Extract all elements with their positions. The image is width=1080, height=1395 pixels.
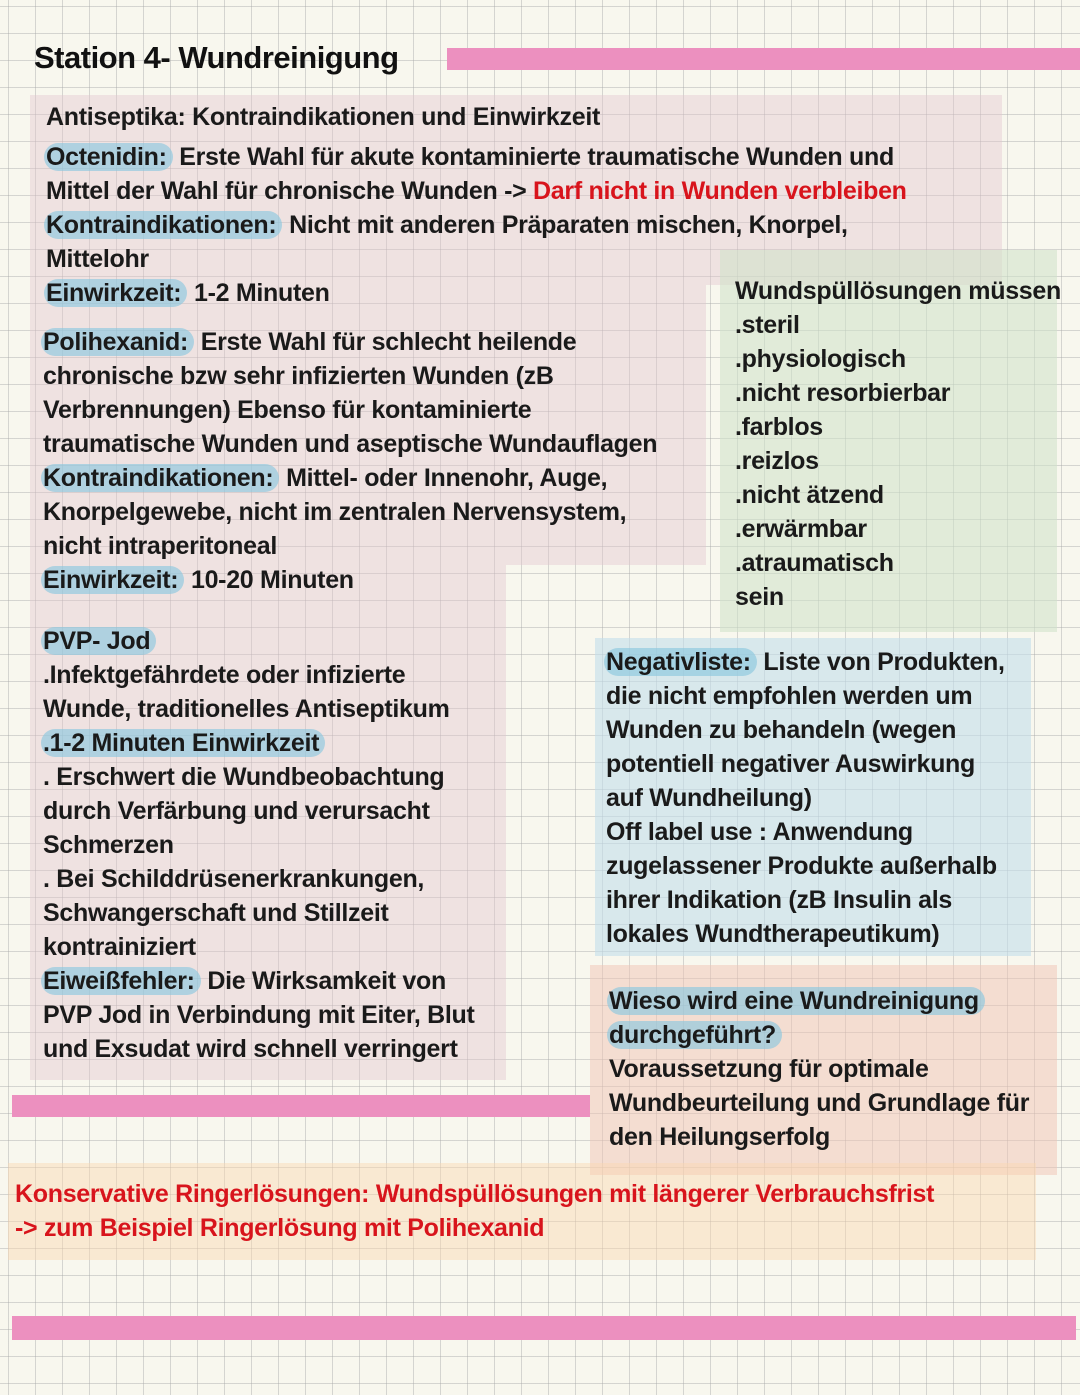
text-line (735, 410, 1061, 444)
text-line (735, 546, 1061, 580)
highlighted-label: durchgeführt? (607, 1021, 782, 1049)
text-segment: Knorpelgewebe, nicht im zentralen Nervensystem, (43, 498, 627, 526)
text-segment: .erwärmbar (735, 515, 867, 543)
text-line (735, 308, 1061, 342)
text-line (15, 1177, 934, 1211)
polihexanid-section (43, 325, 657, 597)
text-segment: traumatische Wunden und aseptische Wundauflagen (43, 430, 658, 458)
text-line (43, 998, 475, 1032)
text-line (735, 580, 1061, 614)
highlighted-label: Wieso wird eine Wundreinigung (607, 987, 985, 1015)
text-line (609, 1052, 1029, 1086)
text-segment: .steril (735, 311, 800, 339)
text-segment: Voraussetzung für optimale (609, 1055, 929, 1083)
konservative-ringerloesungen-section (15, 1177, 934, 1245)
wieso-section (609, 984, 1029, 1154)
text-line (609, 1120, 1029, 1154)
text-line (606, 645, 1005, 679)
highlighted-label: Einwirkzeit: (44, 279, 187, 307)
negativliste-section (606, 645, 1005, 951)
text-line (606, 849, 1005, 883)
text-segment: ihrer Indikation (zB Insulin als (606, 886, 953, 914)
text-line (609, 1086, 1029, 1120)
text-segment: durch Verfärbung und verursacht (43, 797, 430, 825)
text-segment: Mittel der Wahl für chronische Wunden -> (46, 177, 534, 205)
text-segment: sein (735, 583, 784, 611)
text-segment: die nicht empfohlen werden um (606, 682, 973, 710)
title-underline-bar (447, 48, 1080, 70)
text-segment: Off label use : Anwendung (606, 818, 913, 846)
highlighted-label: Octenidin: (44, 143, 173, 171)
text-line (606, 679, 1005, 713)
text-segment: Schwangerschaft und Stillzeit (43, 899, 389, 927)
text-segment: Wunden zu behandeln (wegen (606, 716, 957, 744)
text-segment: chronische bzw sehr infizierten Wunden (zB (43, 362, 554, 390)
text-line (606, 781, 1005, 815)
highlighted-label: .1-2 Minuten Einwirkzeit (41, 729, 325, 757)
text-segment: und Exsudat wird schnell verringert (43, 1035, 458, 1063)
highlighted-label: Kontraindikationen: (41, 464, 279, 492)
text-line (43, 930, 475, 964)
text-line (735, 342, 1061, 376)
text-segment: .nicht ätzend (735, 481, 884, 509)
text-line (43, 529, 657, 563)
page-title: Station 4- Wundreinigung (34, 40, 399, 75)
text-segment: Wunde, traditionelles Antiseptikum (43, 695, 450, 723)
text-segment: kontrainiziert (43, 933, 196, 961)
text-line (606, 917, 1005, 951)
text-line (46, 140, 907, 174)
text-line (46, 242, 907, 276)
text-segment: .atraumatisch (735, 549, 894, 577)
text-segment: 10-20 Minuten (184, 566, 354, 594)
text-line (606, 747, 1005, 781)
text-line (43, 624, 475, 658)
text-line (43, 495, 657, 529)
text-line (735, 274, 1061, 308)
text-segment: Wundspüllösungen müssen (735, 277, 1061, 305)
text-line (46, 174, 907, 208)
text-segment: Nicht mit anderen Präparaten mischen, Knorpel, (282, 211, 848, 239)
text-segment: .reizlos (735, 447, 819, 475)
highlighted-label: Polihexanid: (41, 328, 194, 356)
text-segment: nicht intraperitoneal (43, 532, 278, 560)
text-segment: . Bei Schilddrüsenerkrankungen, (43, 865, 425, 893)
red-note: -> zum Beispiel Ringerlösung mit Polihexanid (15, 1214, 545, 1242)
text-segment: auf Wundheilung) (606, 784, 812, 812)
text-line (43, 393, 657, 427)
text-line (606, 883, 1005, 917)
divider-bar-left (12, 1095, 590, 1117)
text-line (43, 692, 475, 726)
text-line (43, 828, 475, 862)
text-segment: Antiseptika: Kontraindikationen und Einwirkzeit (46, 103, 601, 131)
text-segment: .farblos (735, 413, 823, 441)
text-segment: lokales Wundtherapeutikum) (606, 920, 940, 948)
text-segment: Erste Wahl für akute kontaminierte traumatische Wunden und (172, 143, 894, 171)
text-segment: Die Wirksamkeit von (200, 967, 446, 995)
text-segment: Mittelohr (46, 245, 149, 273)
text-segment: .nicht resorbierbar (735, 379, 951, 407)
text-line (43, 862, 475, 896)
red-note: Konservative Ringerlösungen: Wundspüllösungen mit längerer Verbrauchsfrist (15, 1180, 935, 1208)
text-segment: Liste von Produkten, (756, 648, 1005, 676)
text-line (609, 984, 1029, 1018)
text-segment: PVP Jod in Verbindung mit Eiter, Blut (43, 1001, 475, 1029)
highlighted-label: Eiweißfehler: (41, 967, 201, 995)
text-segment: Erste Wahl für schlecht heilende (194, 328, 577, 356)
text-line (43, 760, 475, 794)
highlighted-label: PVP- Jod (41, 627, 156, 655)
text-line (43, 658, 475, 692)
text-segment: 1-2 Minuten (187, 279, 330, 307)
text-line (606, 713, 1005, 747)
red-note: Darf nicht in Wunden verbleiben (533, 177, 907, 205)
text-segment: . Erschwert die Wundbeobachtung (43, 763, 445, 791)
text-line (43, 964, 475, 998)
text-line (43, 563, 657, 597)
text-segment: .physiologisch (735, 345, 906, 373)
text-line (43, 359, 657, 393)
highlighted-label: Einwirkzeit: (41, 566, 184, 594)
text-segment: Mittel- oder Innenohr, Auge, (279, 464, 608, 492)
text-segment: den Heilungserfolg (609, 1123, 831, 1151)
text-segment: .Infektgefährdete oder infizierte (43, 661, 406, 689)
text-line (735, 444, 1061, 478)
text-segment: Verbrennungen) Ebenso für kontaminierte (43, 396, 532, 424)
text-segment: potentiell negativer Auswirkung (606, 750, 975, 778)
text-line (43, 1032, 475, 1066)
text-line (46, 100, 907, 140)
text-line (43, 726, 475, 760)
text-segment: zugelassener Produkte außerhalb (606, 852, 997, 880)
text-segment: Schmerzen (43, 831, 174, 859)
text-line (43, 794, 475, 828)
text-line (43, 461, 657, 495)
text-line (46, 208, 907, 242)
text-line (43, 325, 657, 359)
highlighted-label: Negativliste: (604, 648, 757, 676)
bottom-bar (12, 1316, 1076, 1340)
text-line (43, 427, 657, 461)
text-line (43, 896, 475, 930)
text-line (735, 376, 1061, 410)
wundspuelloesungen-section (735, 274, 1061, 614)
text-line (735, 478, 1061, 512)
pvp-jod-section (43, 624, 475, 1066)
text-line (609, 1018, 1029, 1052)
text-line (15, 1211, 934, 1245)
highlighted-label: Kontraindikationen: (44, 211, 282, 239)
text-segment: Wundbeurteilung und Grundlage für (609, 1089, 1030, 1117)
text-line (735, 512, 1061, 546)
text-line (606, 815, 1005, 849)
